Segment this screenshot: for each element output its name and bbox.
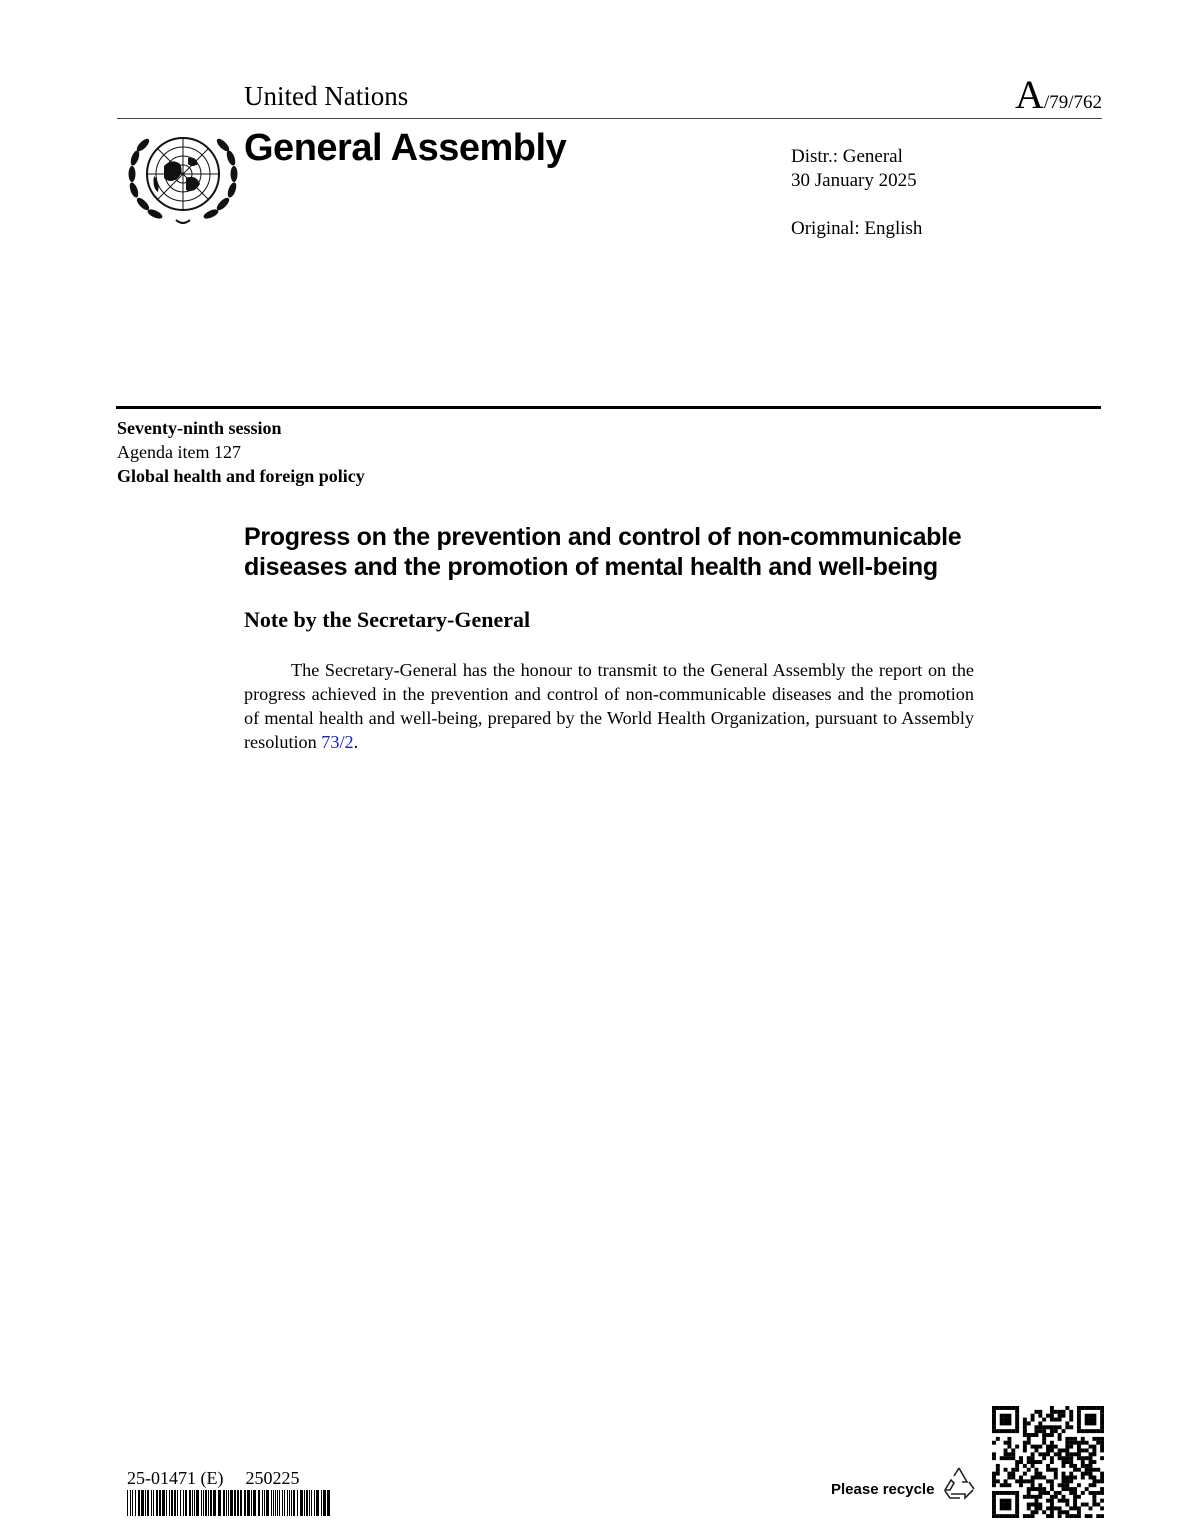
body-paragraph — [244, 658, 974, 754]
session-block — [117, 416, 365, 488]
document-date: 30 January 2025 — [791, 170, 917, 191]
session-name: Seventy-ninth session — [117, 418, 282, 438]
session-divider — [116, 406, 1101, 409]
agenda-item: Agenda item 127 — [117, 442, 241, 462]
doc-number: 25-01471 (E) — [127, 1468, 224, 1488]
organization-name: United Nations — [244, 81, 409, 111]
original-language: Original: English — [791, 218, 923, 239]
body-text-end: . — [353, 732, 359, 752]
un-emblem-icon — [124, 128, 242, 228]
distribution-block — [791, 145, 922, 241]
distribution-label: Distr.: General — [791, 146, 903, 167]
symbol-number: /79/762 — [1043, 92, 1102, 113]
doc-date-code: 250225 — [245, 1468, 300, 1488]
document-number — [127, 1468, 299, 1488]
organ-title: General Assembly — [244, 127, 567, 169]
document-title: Progress on the prevention and control of non-communicable diseases and the promotion of mental health and well-being — [244, 523, 962, 581]
recycle-label: Please recycle — [831, 1481, 935, 1498]
agenda-topic: Global health and foreign policy — [117, 466, 365, 486]
barcode-icon — [127, 1490, 333, 1516]
resolution-link[interactable]: 73/2 — [321, 732, 354, 752]
recycle-icon — [940, 1464, 978, 1502]
symbol-prefix: A — [1015, 72, 1044, 117]
document-symbol — [1015, 72, 1102, 117]
body-text: The Secretary-General has the honour to transmit to the General Assembly the report on the progress achieved in the prevention and control of non-communicable diseases and the promotion of mental health and well-being, prepared by the World Health Organization, pursuant to Assembly resolution — [244, 660, 974, 752]
qr-code-icon — [992, 1406, 1104, 1518]
document-subtitle: Note by the Secretary-General — [244, 607, 531, 632]
header-divider — [117, 118, 1102, 119]
